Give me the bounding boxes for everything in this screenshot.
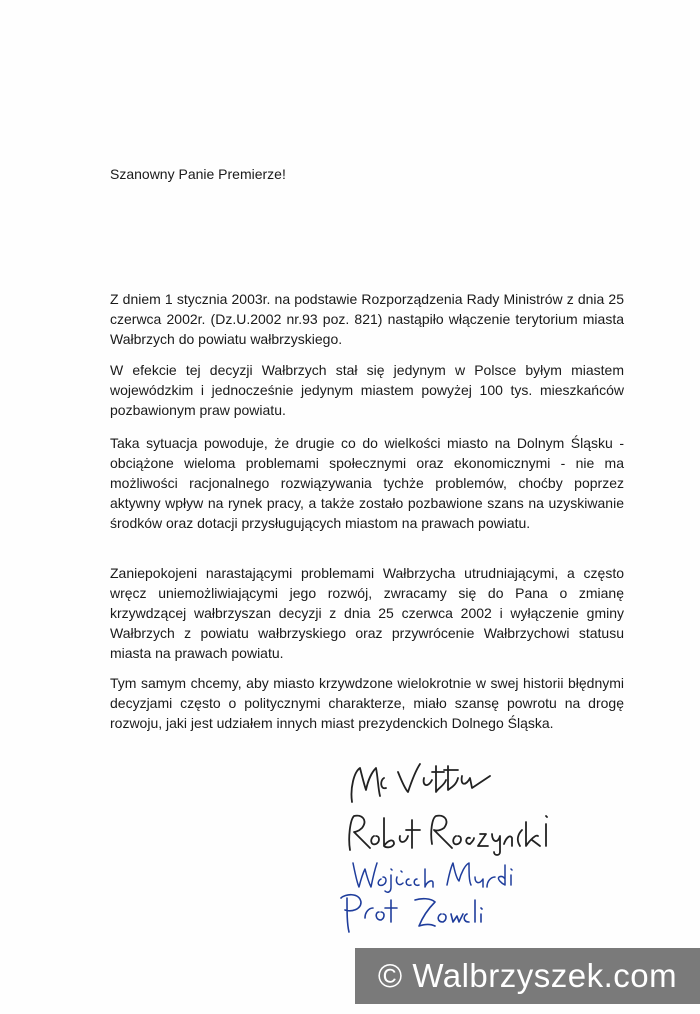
signature-1	[340, 758, 520, 814]
watermark-text: © Walbrzyszek.com	[377, 957, 678, 994]
paragraph-1: Z dniem 1 stycznia 2003r. na podstawie Rozporządzenia Rady Ministrów z dnia 25 czerwca 2002r. (Dz.U.2002 nr.93 poz. 821) nastąpiło włączenie terytorium miasta Wałbrzych do powiatu wałbrzyskiego.	[110, 291, 624, 347]
paragraph-5: Tym samym chcemy, aby miasto krzywdzone wielokrotnie w swej historii błędnymi decyzjami często o politycznymi charakterze, miało szansę powrotu na drogę rozwoju, jaki jest udziałem innych miast prezydenckich Dolnego Śląska.	[110, 675, 624, 731]
signature-2	[340, 808, 580, 858]
signature-4	[335, 888, 505, 940]
watermark	[355, 948, 700, 1004]
salutation: Szanowny Panie Premierze!	[110, 166, 286, 182]
paragraph-2: W efekcie tej decyzji Wałbrzych stał się jedynym w Polsce byłym miastem wojewódzkim i jednocześnie jedynym miastem powyżej 100 tys. mieszkańców pozbawionym praw powiatu.	[110, 362, 624, 418]
paragraph-3: Taka sytuacja powoduje, że drugie co do wielkości miasto na Dolnym Śląsku - obciążone wieloma problemami społecznymi oraz ekonomicznymi - nie ma możliwości racjonalnego rozwiązywania tychże problemów, choćby poprzez aktywny wpływ na rynek pracy, a także zostało pozbawione szans na uzyskiwanie środków oraz dotacji przysługujących miastom na prawach powiatu.	[110, 435, 624, 531]
paragraph-4: Zaniepokojeni narastającymi problemami Wałbrzycha utrudniającymi, a często wręcz uniemożliwiającymi jego rozwój, zwracamy się do Pana o zmianę krzywdzącej wałbrzyszan decyzji z dnia 25 czerwca 2002 i wyłączenie gminy Wałbrzych z powiatu wałbrzyskiego oraz przywrócenie Wałbrzychowi statusu miasta na prawach powiatu.	[110, 565, 624, 661]
